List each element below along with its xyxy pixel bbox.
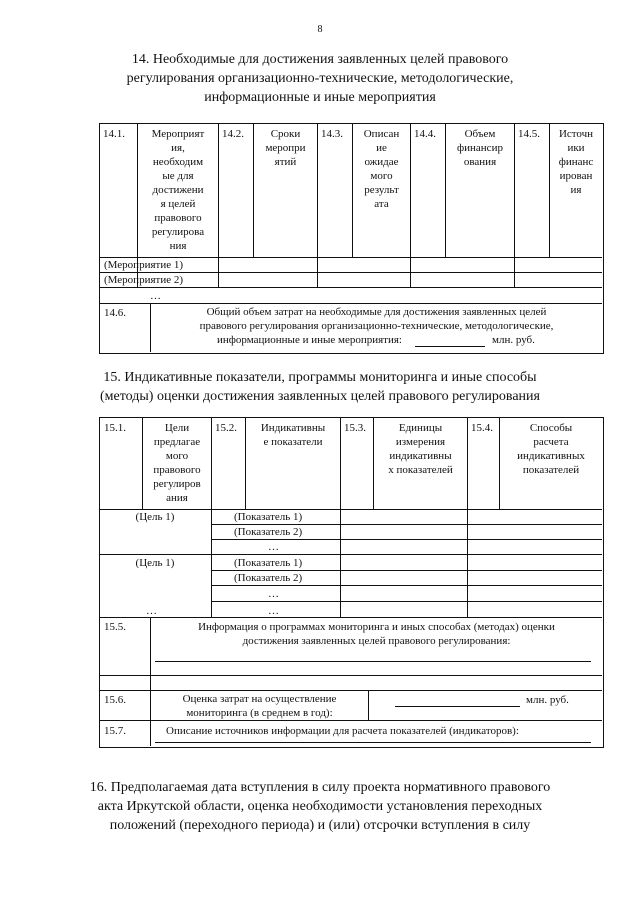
- header-line: измерения: [395, 436, 446, 448]
- indicator-ellipsis-b: …: [268, 588, 279, 600]
- header-line: ятий: [274, 156, 297, 168]
- heading-line: регулирования организационно-технические, методологические,: [126, 71, 514, 86]
- divider: [410, 123, 411, 257]
- header-line: предлагае: [153, 436, 201, 448]
- row-line: [211, 601, 602, 602]
- row-15-7-blank: [155, 742, 591, 743]
- header-line: необходим: [152, 156, 204, 168]
- heading-line: 16. Предполагаемая дата вступления в силу проекта нормативного правового: [89, 780, 551, 795]
- indicator-1b: (Показатель 1): [234, 557, 303, 569]
- header-line: результ: [364, 184, 399, 196]
- heading-line: положений (переходного периода) и (или) отсрочки вступления в силу: [109, 818, 531, 833]
- header-line: ования: [463, 156, 497, 168]
- measure-row-1: (Мероприятие 1): [104, 259, 184, 271]
- col-num-15-1: 15.1.: [104, 422, 126, 434]
- header-line: Цели: [164, 422, 190, 434]
- row-15-6-blank: [395, 706, 520, 707]
- header-line: Индикативны: [260, 422, 326, 434]
- header-line: финансир: [457, 142, 503, 154]
- col-num-14-1: 14.1.: [103, 128, 125, 140]
- divider: [211, 417, 212, 509]
- header-line: ата: [374, 198, 389, 210]
- header-line: регулиров: [153, 478, 201, 490]
- col-header-funding-volume: [446, 127, 514, 169]
- goal-2: (Цель 1): [135, 557, 175, 569]
- row-line-text: Оценка затрат на осуществление: [182, 693, 337, 705]
- header-line: Способы: [529, 422, 573, 434]
- header-line: ния: [169, 240, 187, 252]
- header-line: правового: [154, 212, 202, 224]
- header-line: ия,: [171, 142, 185, 154]
- col-num-15-2: 15.2.: [215, 422, 237, 434]
- indicator-2a: (Показатель 2): [234, 526, 303, 538]
- row-line: [211, 585, 602, 586]
- header-line: е показатели: [263, 436, 323, 448]
- header-line: ирован: [559, 170, 593, 182]
- col-header-expected-result: [353, 127, 410, 211]
- row-15-5-text: [151, 620, 602, 648]
- row-15-7-num: 15.7.: [104, 725, 126, 737]
- total-text: [151, 305, 602, 333]
- header-line: Мероприят: [151, 128, 205, 140]
- header-line: ие: [376, 142, 387, 154]
- total-text-last: информационные и иные мероприятия:: [217, 334, 402, 346]
- row-15-6-unit: млн. руб.: [526, 694, 569, 706]
- col-num-14-4: 14.4.: [414, 128, 436, 140]
- header-line: меропри: [265, 142, 306, 154]
- col-header-funding-sources: [550, 127, 602, 197]
- col-header-calc-methods: [500, 421, 602, 477]
- indicator-ellipsis-c: …: [268, 605, 279, 617]
- row-line: [99, 675, 602, 676]
- total-unit: млн. руб.: [492, 334, 535, 346]
- page-number: 8: [317, 24, 323, 35]
- col-header-measures: [138, 127, 218, 253]
- row-15-5-num: 15.5.: [104, 621, 126, 633]
- row-line: [99, 690, 602, 691]
- row-line: [99, 617, 602, 618]
- indicator-2b: (Показатель 2): [234, 572, 303, 584]
- heading-line: информационные и иные мероприятия: [204, 90, 436, 105]
- col-header-terms: [254, 127, 317, 169]
- heading-line: (методы) оценки достижения заявленных целей правового регулирования: [100, 389, 540, 404]
- row-line-text: мониторинга (в среднем в год):: [186, 707, 333, 719]
- header-line: достижени: [152, 184, 204, 196]
- total-blank: [415, 346, 485, 347]
- header-line: расчета: [533, 436, 569, 448]
- indicator-ellipsis-a: …: [268, 541, 279, 553]
- header-line: ики: [567, 142, 585, 154]
- header-line: ые для: [162, 170, 194, 182]
- divider: [218, 123, 219, 257]
- total-line: правового регулирования организационно-технические, методологические,: [199, 320, 554, 332]
- header-line: Объем: [464, 128, 496, 140]
- row-15-6-num: 15.6.: [104, 694, 126, 706]
- col-num-14-5: 14.5.: [518, 128, 540, 140]
- row-15-5-blank: [155, 661, 591, 662]
- header-line: мого: [165, 450, 189, 462]
- divider: [340, 417, 341, 509]
- divider: [467, 417, 468, 509]
- header-line: правового: [153, 464, 201, 476]
- goal-1: (Цель 1): [135, 511, 175, 523]
- row-line: [99, 720, 602, 721]
- header-line: индикативны: [389, 450, 452, 462]
- row-15-6-text: [151, 692, 368, 720]
- header-line: показателей: [522, 464, 580, 476]
- divider: [368, 690, 369, 720]
- divider: [317, 123, 318, 257]
- section-14-heading: [80, 50, 560, 107]
- indicator-1a: (Показатель 1): [234, 511, 303, 523]
- header-line: я целей: [160, 198, 196, 210]
- col-header-indicators: [246, 421, 340, 449]
- divider: [514, 123, 515, 257]
- col-num-15-3: 15.3.: [344, 422, 366, 434]
- header-line: финанс: [558, 156, 594, 168]
- col-header-units: [374, 421, 467, 477]
- row-line-text: Информация о программах мониторинга и иных способах (методах) оценки: [198, 621, 555, 633]
- total-line: Общий объем затрат на необходимые для достижения заявленных целей: [206, 306, 547, 318]
- header-line: индикативных: [517, 450, 585, 462]
- header-line: мого: [370, 170, 393, 182]
- header-line: ания: [166, 492, 188, 504]
- col-num-15-4: 15.4.: [471, 422, 493, 434]
- row-15-7-text: Описание источников информации для расчета показателей (индикаторов):: [166, 725, 519, 737]
- measure-row-2: (Мероприятие 2): [104, 274, 184, 286]
- row-line: [99, 287, 602, 288]
- header-line: Сроки: [270, 128, 301, 140]
- row-line: [99, 303, 602, 304]
- section-16-heading: [80, 778, 560, 835]
- col-num-14-3: 14.3.: [321, 128, 343, 140]
- header-line: Описан: [363, 128, 400, 140]
- goal-ellipsis: …: [146, 605, 157, 617]
- heading-line: акта Иркутской области, оценка необходимости установления переходных: [97, 799, 543, 814]
- header-line: Источн: [558, 128, 594, 140]
- col-header-goals: [143, 421, 211, 505]
- header-line: регулирова: [151, 226, 205, 238]
- row-line-text: достижения заявленных целей правового регулирования:: [242, 635, 511, 647]
- header-line: ия: [570, 184, 582, 196]
- header-line: х показателей: [388, 464, 453, 476]
- measure-row-ellipsis: …: [150, 290, 161, 302]
- col-num-14-2: 14.2.: [222, 128, 244, 140]
- row-line: [99, 554, 602, 555]
- section-15-heading: [80, 368, 560, 406]
- header-line: ожидае: [364, 156, 399, 168]
- heading-line: 15. Индикативные показатели, программы мониторинга и иные способы: [103, 370, 537, 385]
- header-line: Единицы: [398, 422, 443, 434]
- total-num: 14.6.: [104, 307, 126, 319]
- heading-line: 14. Необходимые для достижения заявленных целей правового: [131, 52, 509, 67]
